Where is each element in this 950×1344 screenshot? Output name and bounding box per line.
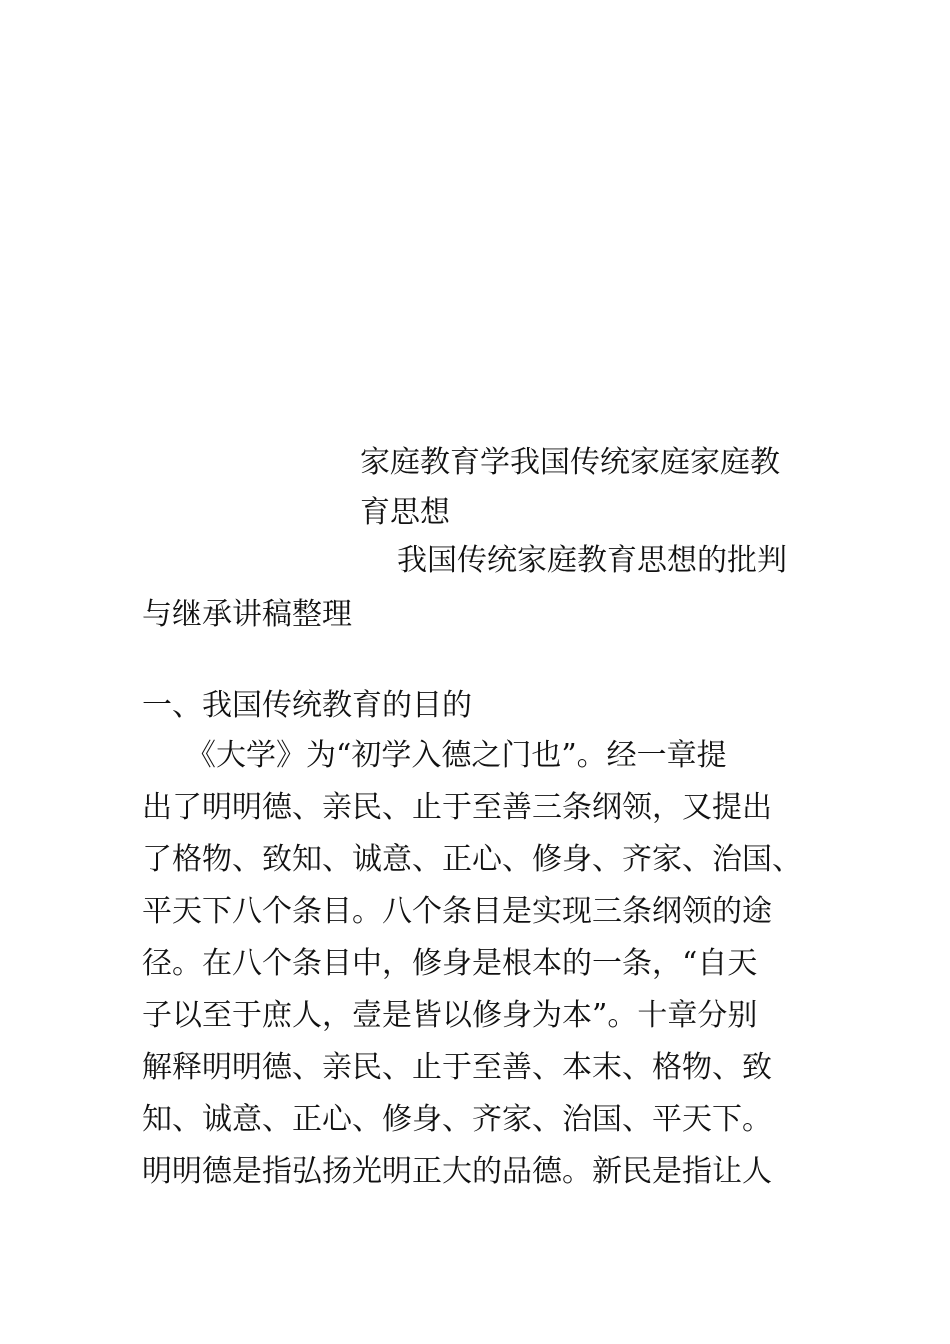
body-line-3: 了格物、致知、诚意、正心、修身、齐家、治国、 xyxy=(142,842,802,877)
body-line-1: 《大学》为“初学入德之门也”。经一章提 xyxy=(186,738,727,773)
body-line-4: 平天下八个条目。八个条目是实现三条纲领的途 xyxy=(142,894,772,929)
document-title xyxy=(360,438,830,538)
body-line-7: 解释明明德、亲民、止于至善、本末、格物、致 xyxy=(142,1050,772,1085)
title-line-1: 家庭教育学我国传统家庭家庭教 xyxy=(360,445,780,480)
body-line-5: 径。在八个条目中，修身是根本的一条，“自天 xyxy=(142,946,758,981)
section-heading: 一、我国传统教育的目的 xyxy=(142,688,472,723)
document-subtitle xyxy=(142,534,832,642)
subtitle-line-1: 我国传统家庭教育思想的批判 xyxy=(397,543,787,578)
body-paragraph xyxy=(142,730,842,1198)
body-line-2: 出了明明德、亲民、止于至善三条纲领，又提出 xyxy=(142,790,772,825)
body-line-8: 知、诚意、正心、修身、齐家、治国、平天下。 xyxy=(142,1102,772,1137)
body-line-9: 明明德是指弘扬光明正大的品德。新民是指让人 xyxy=(142,1154,772,1189)
subtitle-line-2: 与继承讲稿整理 xyxy=(142,597,352,632)
title-line-2: 育思想 xyxy=(360,495,450,530)
body-line-6: 子以至于庶人，壹是皆以修身为本”。十章分别 xyxy=(142,998,758,1033)
